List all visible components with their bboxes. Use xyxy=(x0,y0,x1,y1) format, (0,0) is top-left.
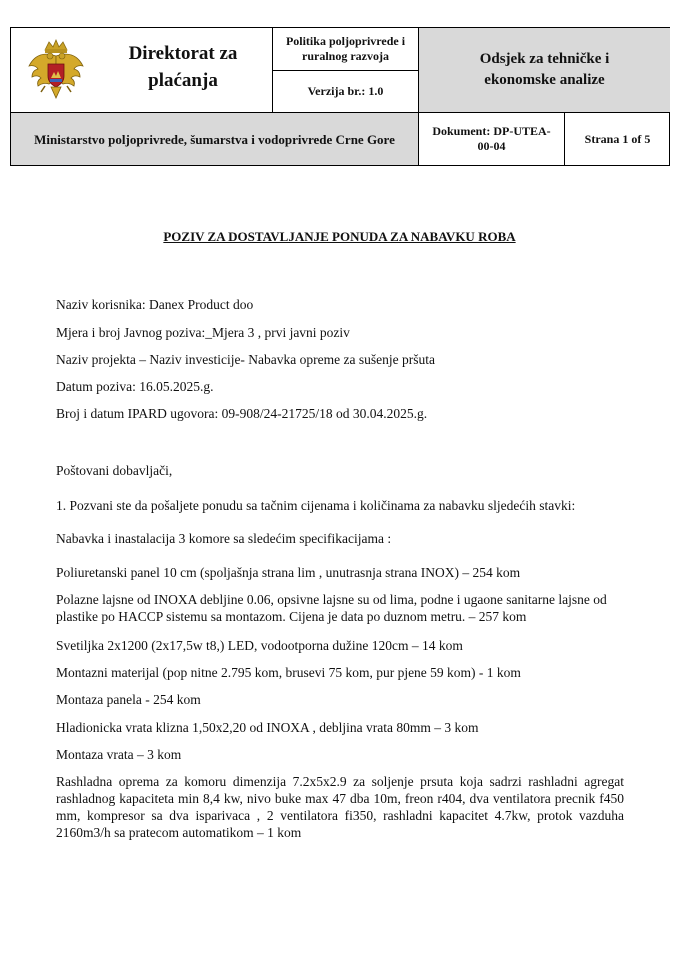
policy-cell xyxy=(273,28,419,71)
document-header-table xyxy=(10,27,670,166)
department-label: Odsjek za tehničke i ekonomske analize xyxy=(479,51,610,88)
directorate-cell xyxy=(11,28,273,113)
contract-line: Broj i datum IPARD ugovora: 09-908/24-21725/18 od 30.04.2025.g. xyxy=(56,406,428,421)
project-line: Naziv projekta – Naziv investicije- Nabavka opreme za sušenje pršuta xyxy=(56,352,435,367)
department-cell xyxy=(419,28,670,113)
measure-line: Mjera i broj Javnog poziva:_Mjera 3 , prvi javni poziv xyxy=(56,325,350,340)
montenegro-coat-of-arms-icon xyxy=(27,38,85,104)
list-item: Montazni materijal (pop nitne 2.795 kom, brusevi 75 kom, pur pjene 59 kom) - 1 kom xyxy=(56,665,521,680)
list-item: Rashladna oprema za komoru dimenzija 7.2x5x2.9 za soljenje prsuta koja sadrzi rashladni agregat rashladnog kapaciteta min 8,4 kw, nivo buke max 47 dba 10m, freon r404, dva ventilatora precnik f450 mm, kompresor sa dva isparivaca , 2 ventilatora fi350, rashladni kapacitet 4.7kw, protok vazduha 2160m3/h sa pratecom automatikom – 1 kom xyxy=(56,774,624,840)
list-item: Hladionicka vrata klizna 1,50x2,20 od INOXA , debljina vrata 80mm – 3 kom xyxy=(56,720,479,735)
procurement-heading: Nabavka i inastalacija 3 komore sa sledećim specifikacijama : xyxy=(56,531,392,546)
version-label: Verzija br.: 1.0 xyxy=(307,84,384,98)
list-item: Poliuretanski panel 10 cm (spoljašnja strana lim , unutrasnja strana INOX) – 254 kom xyxy=(56,565,521,580)
page-number-label: Strana 1 of 5 xyxy=(584,131,651,146)
greeting-line: Poštovani dobavljači, xyxy=(56,463,173,478)
directorate-title: Direktorat za plaćanja xyxy=(128,43,238,91)
list-item: Polazne lajsne od INOXA debljine 0.06, opsivne lajsne su od lima, podne i ugaone sanitarne lajsne od plastike po HACCP sistemu sa montazom. Cijena je data po duznom metru. – 257 kom xyxy=(56,592,607,624)
beneficiary-line: Naziv korisnika: Danex Product doo xyxy=(56,297,254,312)
ministry-cell xyxy=(11,113,419,165)
document-title: POZIV ZA DOSTAVLJANJE PONUDA ZA NABAVKU ROBA xyxy=(163,229,516,244)
intro-line: 1. Pozvani ste da pošaljete ponudu sa tačnim cijenama i količinama za nabavku sljedećih stavki: xyxy=(56,498,576,513)
version-cell xyxy=(273,71,419,113)
document-code-label: Dokument: DP-UTEA-00-04 xyxy=(432,124,551,153)
page-number-cell xyxy=(565,113,670,165)
list-item: Montaza vrata – 3 kom xyxy=(56,747,182,762)
ministry-label: Ministarstvo poljoprivrede, šumarstva i vodoprivrede Crne Gore xyxy=(34,131,395,147)
document-code-cell xyxy=(419,113,565,165)
list-item: Montaza panela - 254 kom xyxy=(56,692,201,707)
list-item: Svetiljka 2x1200 (2x17,5w t8,) LED, vodootporna dužine 120cm – 14 kom xyxy=(56,638,463,653)
date-line: Datum poziva: 16.05.2025.g. xyxy=(56,379,214,394)
policy-label: Politika poljoprivrede i ruralnog razvoja xyxy=(285,34,406,63)
